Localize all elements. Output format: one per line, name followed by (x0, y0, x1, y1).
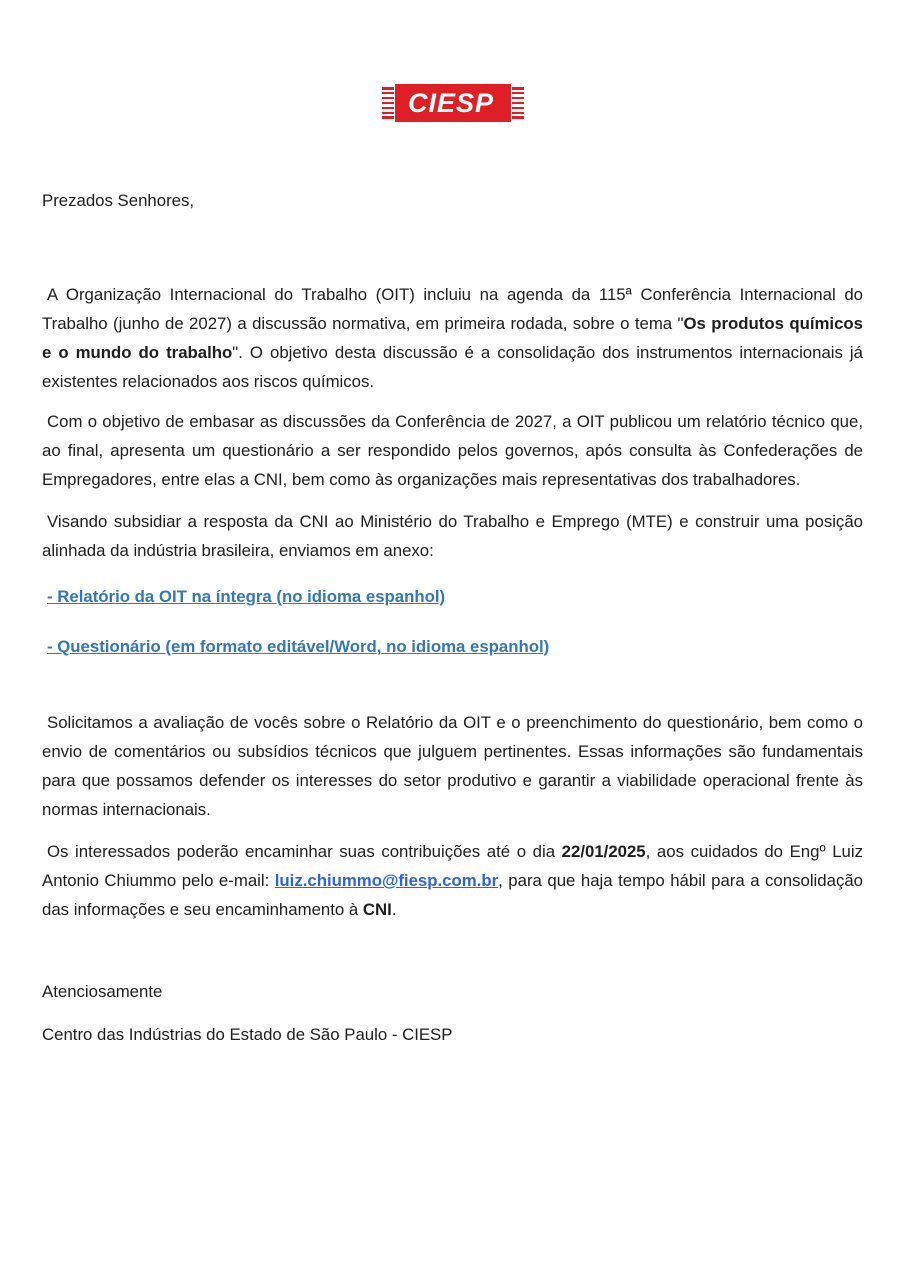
ciesp-logo (382, 84, 524, 122)
letter-body (42, 186, 863, 1049)
paragraph-solicitacao: Solicitamos a avaliação de vocês sobre o Relatório da OIT e o preenchimento do questionário, bem como o envio de comentários ou subsídios técnicos que julguem pertinentes. Essas informações são fundamentais para que possamos defender os interesses do setor produtivo e garantir a viabilidade operacional frente às normas internacionais. (42, 713, 863, 819)
paragraph-anexos-intro: Visando subsidiar a resposta da CNI ao Ministério do Trabalho e Emprego (MTE) e construir uma posição alinhada da indústria brasileira, enviamos em anexo: (42, 512, 863, 560)
paragraph-oit-agenda (42, 280, 863, 396)
logo-right-stripes-icon (512, 87, 524, 119)
paragraph-prazo-text: Os interessados poderão encaminhar suas contribuições até o dia (47, 842, 562, 861)
org-cni: CNI (362, 900, 392, 919)
paragraph-prazo-period: . (391, 900, 397, 919)
logo-row (42, 84, 863, 122)
paragraph-relatorio-tecnico: Com o objetivo de embasar as discussões da Conferência de 2027, a OIT publicou um relatório técnico que, ao final, apresenta um questionário a ser respondido pelos governos, após consulta às Confederações de Empregadores, entre elas a CNI, bem como às organizações mais representativas dos trabalhadores. (42, 412, 863, 489)
attachment-line (42, 582, 863, 611)
paragraph-prazo-mid: , aos cuidados do Engº Luiz Antonio Chiummo pelo e-mail: (42, 842, 863, 890)
logo-left-stripes-icon (382, 87, 394, 119)
attachment-link-questionario[interactable]: - Questionário (em formato editável/Word, no idioma espanhol) (47, 637, 550, 656)
signature: Centro das Indústrias do Estado de São Paulo - CIESP (42, 1025, 453, 1044)
email-link[interactable]: luiz.chiummo@fiesp.com.br (274, 871, 499, 890)
closing: Atenciosamente (42, 982, 163, 1001)
paragraph-oit-agenda-text: A Organização Internacional do Trabalho (OIT) incluiu na agenda da 115ª Conferência Internacional do Trabalho (junho de 2027) a discussão normativa, em primeira rodada, sobre o tema " (42, 285, 863, 333)
paragraph-oit-agenda-tail: ". O objetivo desta discussão é a consolidação dos instrumentos internacionais já existentes relacionados aos riscos químicos. (42, 343, 863, 391)
paragraph-prazo-tail: , para que haja tempo hábil para a consolidação das informações e seu encaminhamento à (42, 871, 864, 919)
paragraph-oit-agenda-theme: Os produtos químicos e o mundo do trabalho (42, 314, 863, 362)
logo-text: CIESP (407, 87, 495, 118)
logo-box (395, 84, 511, 122)
greeting: Prezados Senhores, (42, 191, 195, 210)
attachment-line (42, 632, 863, 661)
attachment-link-relatorio[interactable]: - Relatório da OIT na íntegra (no idioma espanhol) (47, 587, 446, 606)
deadline-date: 22/01/2025 (561, 842, 646, 861)
paragraph-prazo (42, 837, 863, 924)
